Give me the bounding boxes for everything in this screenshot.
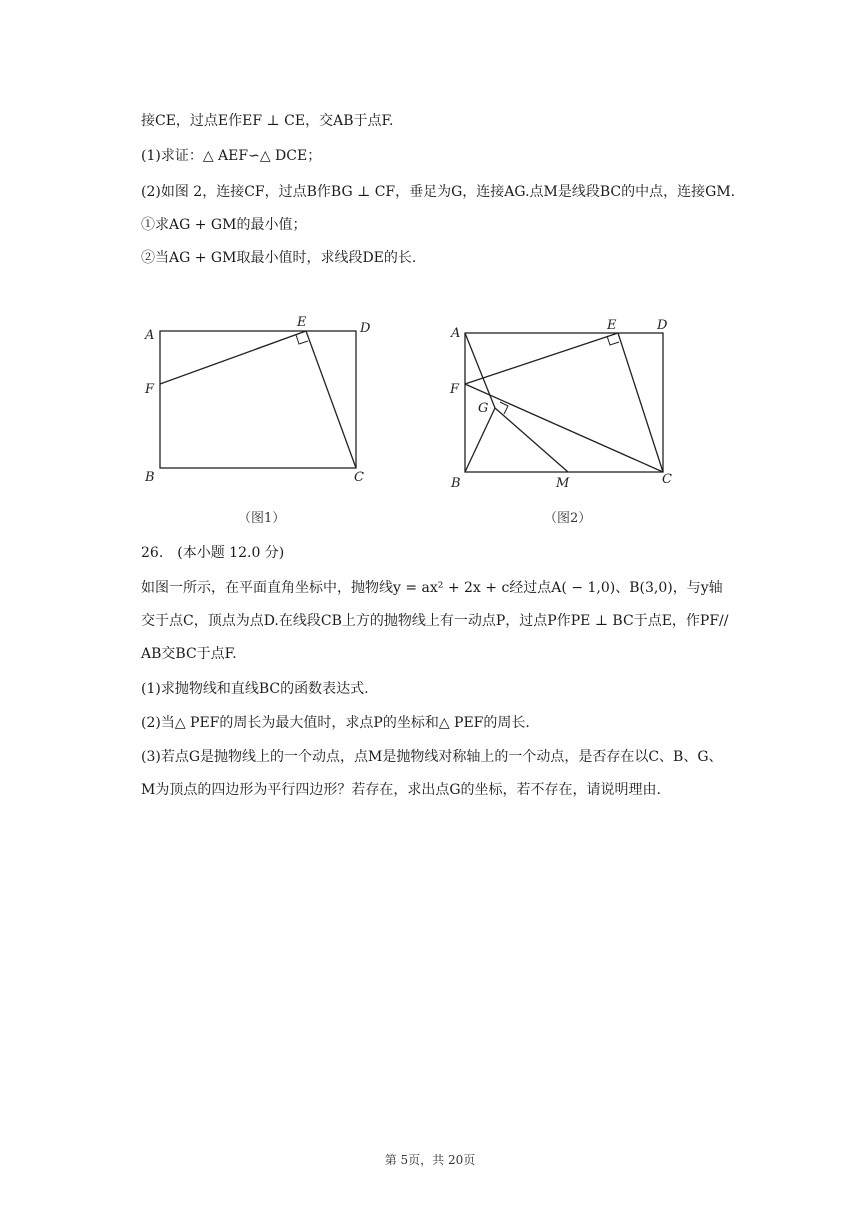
fig2-segment-EF (465, 333, 618, 384)
fig2-label-A: A (451, 326, 461, 341)
q25-part2: (2)如图 2，连接CF，过点B作BG ⊥ CF，垂足为G，连接AG.点M是线段BC的中点，连接GM. (141, 184, 736, 200)
fig1-label-B: B (145, 470, 155, 485)
fig2-label-C: C (662, 472, 672, 487)
fig1-caption: （图1） (238, 511, 286, 526)
fig2-segment-BG (465, 408, 495, 472)
q26-part3-line1: (3)若点G是抛物线上的一个动点，点M是抛物线对称轴上的一个动点，是否存在以C、B、G、 (141, 749, 723, 765)
fig2-label-M: M (556, 476, 570, 491)
fig2-right-angle-mark-G (500, 402, 508, 414)
q25-part1: (1)求证：△ AEF∽△ DCE； (141, 148, 322, 164)
fig2-label-G: G (478, 401, 489, 416)
fig1-label-E: E (297, 315, 307, 330)
fig2-segment-EC (618, 333, 663, 472)
fig2-label-B: B (451, 476, 461, 491)
fig2-right-angle-mark-E (607, 336, 619, 345)
fig2-label-E: E (607, 318, 617, 333)
fig2-label-D: D (657, 318, 668, 333)
fig1-right-angle-mark (296, 335, 308, 344)
page-footer: 第 5页，共 20页 (384, 1153, 476, 1167)
q26-line1: 如图一所示，在平面直角坐标中，抛物线y = ax² + 2x + c经过点A( − 1,0)、B(3,0)，与y轴 (141, 580, 723, 596)
geometry-figures (0, 0, 860, 560)
q26-line3: AB交BC于点F. (141, 646, 237, 662)
fig1-segment-EF (160, 331, 306, 384)
q26-part1: (1)求抛物线和直线BC的函数表达式. (141, 681, 369, 697)
fig2-segment-AG (465, 333, 495, 408)
fig1-segment-EC (306, 331, 356, 468)
q25-part2-ii: ②当AG + GM取最小值时，求线段DE的长. (141, 250, 417, 266)
q25-intro-line: 接CE，过点E作EF ⊥ CE，交AB于点F. (141, 113, 394, 129)
q26-part2: (2)当△ PEF的周长为最大值时，求点P的坐标和△ PEF的周长. (141, 715, 530, 731)
fig1-label-C: C (354, 470, 364, 485)
fig2-segment-GM (495, 408, 568, 472)
q26-part3-line2: M为顶点的四边形为平行四边形？若存在，求出点G的坐标，若不存在，请说明理由. (141, 782, 661, 798)
figure-2 (465, 333, 663, 472)
figure-1 (160, 331, 356, 468)
fig2-segment-CF (465, 384, 663, 472)
fig1-label-A: A (145, 328, 155, 343)
fig1-rectangle (160, 331, 356, 468)
fig2-rectangle (465, 333, 663, 472)
fig2-label-F: F (450, 382, 460, 397)
q26-line2: 交于点C，顶点为点D.在线段CB上方的抛物线上有一动点P，过点P作PE ⊥ BC于点E，作PF// (141, 613, 729, 629)
q26-heading: 26. (本小题 12.0 分) (141, 545, 285, 561)
fig1-label-D: D (360, 321, 371, 336)
fig2-caption: （图2） (544, 511, 592, 526)
q25-part2-i: ①求AG + GM的最小值； (141, 217, 307, 233)
fig1-label-F: F (145, 382, 155, 397)
